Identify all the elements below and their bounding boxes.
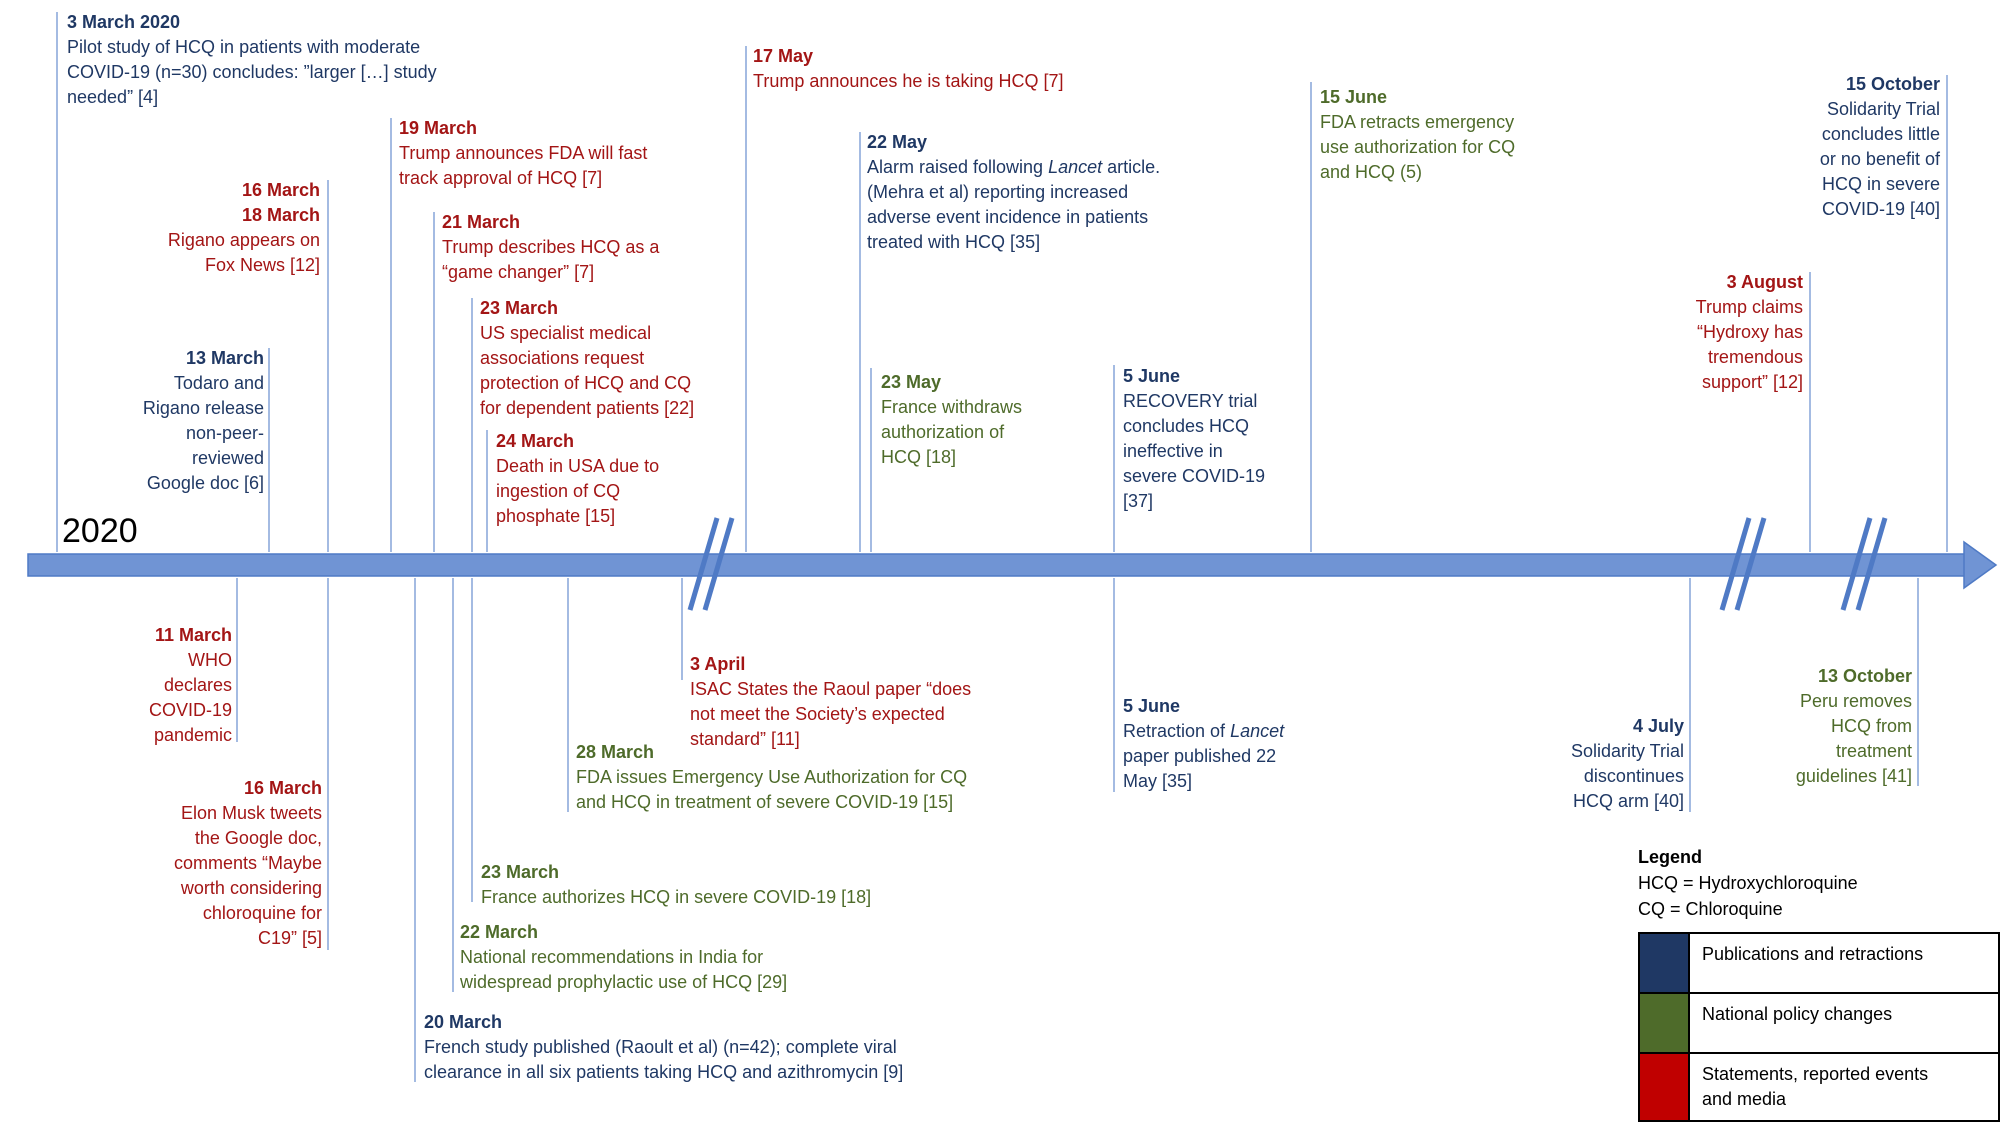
event-19-march xyxy=(399,116,739,191)
event-date: 23 May xyxy=(881,372,942,392)
event-text: France withdraws authorization of HCQ [18] xyxy=(881,397,1023,467)
event-13-march xyxy=(0,346,264,496)
journal-name: Lancet xyxy=(1048,157,1103,177)
legend-swatch xyxy=(1639,993,1689,1053)
event-text: Trump claims “Hydroxy has tremendous support” [12] xyxy=(1695,297,1803,392)
legend-row-policy xyxy=(1639,993,1999,1053)
event-text: Trump announces he is taking HCQ [7] xyxy=(753,71,1064,91)
event-date: 16 March xyxy=(243,778,322,798)
legend-swatch xyxy=(1639,933,1689,993)
event-date: 28 March xyxy=(576,742,655,762)
event-text: Elon Musk tweets the Google doc, comments “Maybe worth considering chloroquine for C19” [5] xyxy=(173,803,322,948)
event-16-18-march xyxy=(0,178,320,278)
event-text: Trump describes HCQ as a “game changer” [7] xyxy=(442,237,660,282)
event-date: 3 August xyxy=(1726,272,1803,292)
event-date: 3 April xyxy=(690,654,746,674)
event-text: France authorizes HCQ in severe COVID-19 [18] xyxy=(481,887,872,907)
event-text: ISAC States the Raoul paper “does not meet the Society’s expected standard” [11] xyxy=(690,679,972,749)
legend-title: Legend xyxy=(1638,847,1703,867)
event-text: WHO declares COVID-19 pandemic xyxy=(148,650,232,745)
event-21-march xyxy=(442,210,742,285)
legend-row-publications xyxy=(1639,933,1999,993)
event-text: Solidarity Trial discontinues HCQ arm [40] xyxy=(1570,741,1684,811)
event-22-march xyxy=(460,920,880,995)
legend-table xyxy=(1638,932,2000,1122)
event-4-july xyxy=(1480,714,1684,814)
event-date: 5 June xyxy=(1123,366,1181,386)
event-date: 4 July xyxy=(1632,716,1684,736)
legend-label: Publications and retractions xyxy=(1689,933,1999,993)
legend xyxy=(1638,844,2000,1122)
event-5-june-recovery xyxy=(1123,364,1323,514)
legend-label: National policy changes xyxy=(1689,993,1999,1053)
legend-label: Statements, reported events and media xyxy=(1689,1053,1999,1121)
event-text: RECOVERY trial concludes HCQ ineffective in severe COVID-19 [37] xyxy=(1123,391,1266,511)
year-label: 2020 xyxy=(62,512,138,550)
event-date: 23 March xyxy=(480,298,559,318)
event-text: Pilot study of HCQ in patients with moderate COVID-19 (n=30) concludes: ”larger […] study needed” [4] xyxy=(67,37,437,107)
event-text: Alarm raised following Lancet article. (Mehra et al) reporting increased adverse event incidence in patients treated with HCQ [35] xyxy=(867,157,1161,252)
event-text: Todaro and Rigano release non-peer- reviewed Google doc [6] xyxy=(142,373,264,493)
event-date: 13 October xyxy=(1817,666,1912,686)
event-date: 17 May xyxy=(753,46,814,66)
event-date: 22 March xyxy=(460,922,539,942)
legend-row-statements xyxy=(1639,1053,1999,1121)
event-3-april xyxy=(690,652,1030,752)
event-24-march xyxy=(496,429,726,529)
event-date: 5 June xyxy=(1123,696,1181,716)
event-11-march xyxy=(50,623,232,748)
event-text: Death in USA due to ingestion of CQ phosphate [15] xyxy=(496,456,660,526)
event-text: Trump announces FDA will fast track approval of HCQ [7] xyxy=(399,143,648,188)
event-text: FDA issues Emergency Use Authorization for CQ and HCQ in treatment of severe COVID-19 [15] xyxy=(576,767,968,812)
event-text: Rigano appears on Fox News [12] xyxy=(167,230,320,275)
event-3-march-2020 xyxy=(67,10,527,110)
event-text: National recommendations in India for widespread prophylactic use of HCQ [29] xyxy=(460,947,788,992)
event-23-march-us xyxy=(480,296,750,421)
event-3-august xyxy=(1580,270,1803,395)
legend-swatch xyxy=(1639,1053,1689,1121)
event-23-may xyxy=(881,370,1081,470)
event-date: 24 March xyxy=(496,431,575,451)
event-20-march xyxy=(424,1010,984,1085)
event-date: 20 March xyxy=(424,1012,503,1032)
event-date: 23 March xyxy=(481,862,560,882)
event-text: French study published (Raoult et al) (n=42); complete viral clearance in all six patients taking HCQ and azithromycin [9] xyxy=(424,1037,904,1082)
event-text: Peru removes HCQ from treatment guidelines [41] xyxy=(1795,691,1912,786)
event-text: Solidarity Trial concludes little or no benefit of HCQ in severe COVID-19 [40] xyxy=(1819,99,1940,219)
event-text: Retraction of Lancet paper published 22 May [35] xyxy=(1123,721,1285,791)
legend-abbreviation: HCQ = Hydroxychloroquine xyxy=(1638,873,1858,893)
timeline-axis xyxy=(28,542,1996,588)
event-date: 13 March xyxy=(185,348,264,368)
event-5-june-retraction xyxy=(1123,694,1343,794)
event-15-june xyxy=(1320,85,1640,185)
journal-name: Lancet xyxy=(1230,721,1285,741)
event-text: US specialist medical associations request protection of HCQ and CQ for dependent patients [22] xyxy=(480,323,695,418)
event-date: 15 June xyxy=(1320,87,1388,107)
event-date: 21 March xyxy=(442,212,521,232)
event-date: 19 March xyxy=(399,118,478,138)
event-13-october xyxy=(1700,664,1912,789)
event-date: 11 March xyxy=(154,625,232,645)
event-23-march-france xyxy=(481,860,941,910)
event-date: 3 March 2020 xyxy=(67,12,181,32)
event-text: FDA retracts emergency use authorization for CQ and HCQ (5) xyxy=(1320,112,1516,182)
legend-abbreviation: CQ = Chloroquine xyxy=(1638,899,1783,919)
event-date: 16 March 18 March xyxy=(241,180,320,225)
event-17-may xyxy=(753,44,1133,94)
event-15-october xyxy=(1740,72,1940,222)
event-date: 22 May xyxy=(867,132,928,152)
event-date: 15 October xyxy=(1845,74,1940,94)
event-22-may xyxy=(867,130,1267,255)
event-16-march-musk xyxy=(60,776,322,951)
